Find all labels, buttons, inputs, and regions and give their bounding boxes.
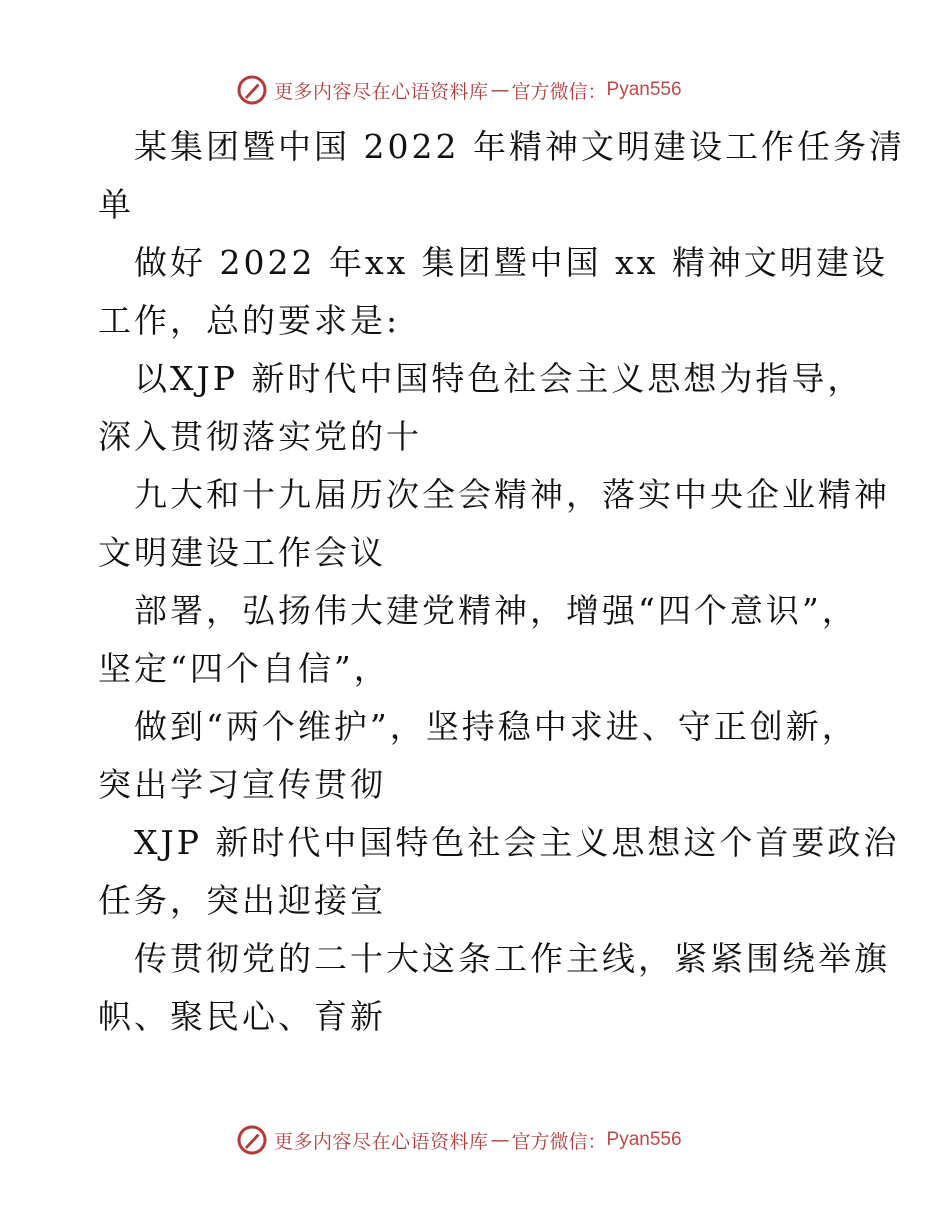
- quill-logo-icon: [236, 74, 268, 106]
- watermark-text: 更多内容尽在心语资料库: [274, 1130, 489, 1153]
- paragraph-line: 帜、聚民心、育新: [98, 997, 386, 1036]
- paragraph-line: 部署，弘扬伟大建党精神，增强“四个意识”，: [134, 591, 858, 630]
- paragraph-line: 九大和十九届历次全会精神，落实中央企业精神: [134, 475, 890, 514]
- paragraph-line: XJP 新时代中国特色社会主义思想这个首要政治: [134, 823, 900, 862]
- paragraph-line: 坚定“四个自信”，: [98, 649, 390, 688]
- watermark-text: 更多内容尽在心语资料库: [274, 80, 489, 103]
- paragraph-line: 某集团暨中国 2022 年精神文明建设工作任务清: [134, 127, 905, 166]
- watermark-dash: —: [490, 1129, 510, 1151]
- paragraph-line: 单: [98, 185, 134, 224]
- watermark-dash: —: [490, 79, 510, 101]
- paragraph: [98, 350, 864, 466]
- paragraph: [98, 118, 905, 234]
- paragraph-line: 深入贯彻落实党的十: [98, 417, 422, 456]
- paragraph-line: 突出学习宣传贯彻: [98, 765, 386, 804]
- footer-watermark: [236, 1122, 682, 1158]
- watermark-label: 官方微信：: [511, 80, 607, 103]
- quill-logo-icon: [236, 1124, 268, 1156]
- paragraph-line: 任务，突出迎接宣: [98, 881, 386, 920]
- paragraph-line: 工作，总的要求是:: [98, 301, 401, 340]
- paragraph-line: 文明建设工作会议: [98, 533, 386, 572]
- paragraph: [98, 930, 890, 1046]
- watermark-label: 官方微信：: [511, 1130, 607, 1153]
- paragraph-line: 做到“两个维护”，坚持稳中求进、守正创新，: [134, 707, 858, 746]
- watermark-id: Pyan556: [606, 79, 682, 100]
- paragraph-line: 以XJP 新时代中国特色社会主义思想为指导，: [134, 359, 864, 398]
- document-body: [98, 118, 905, 1046]
- paragraph: [98, 466, 890, 582]
- paragraph-line: 做好 2022 年xx 集团暨中国 xx 精神文明建设: [134, 243, 888, 282]
- paragraph: [98, 582, 858, 698]
- paragraph: [98, 698, 858, 814]
- paragraph: [98, 814, 900, 930]
- paragraph-line: 传贯彻党的二十大这条工作主线，紧紧围绕举旗: [134, 939, 890, 978]
- paragraph: [98, 234, 888, 350]
- watermark-id: Pyan556: [606, 1129, 682, 1150]
- header-watermark: [236, 72, 682, 108]
